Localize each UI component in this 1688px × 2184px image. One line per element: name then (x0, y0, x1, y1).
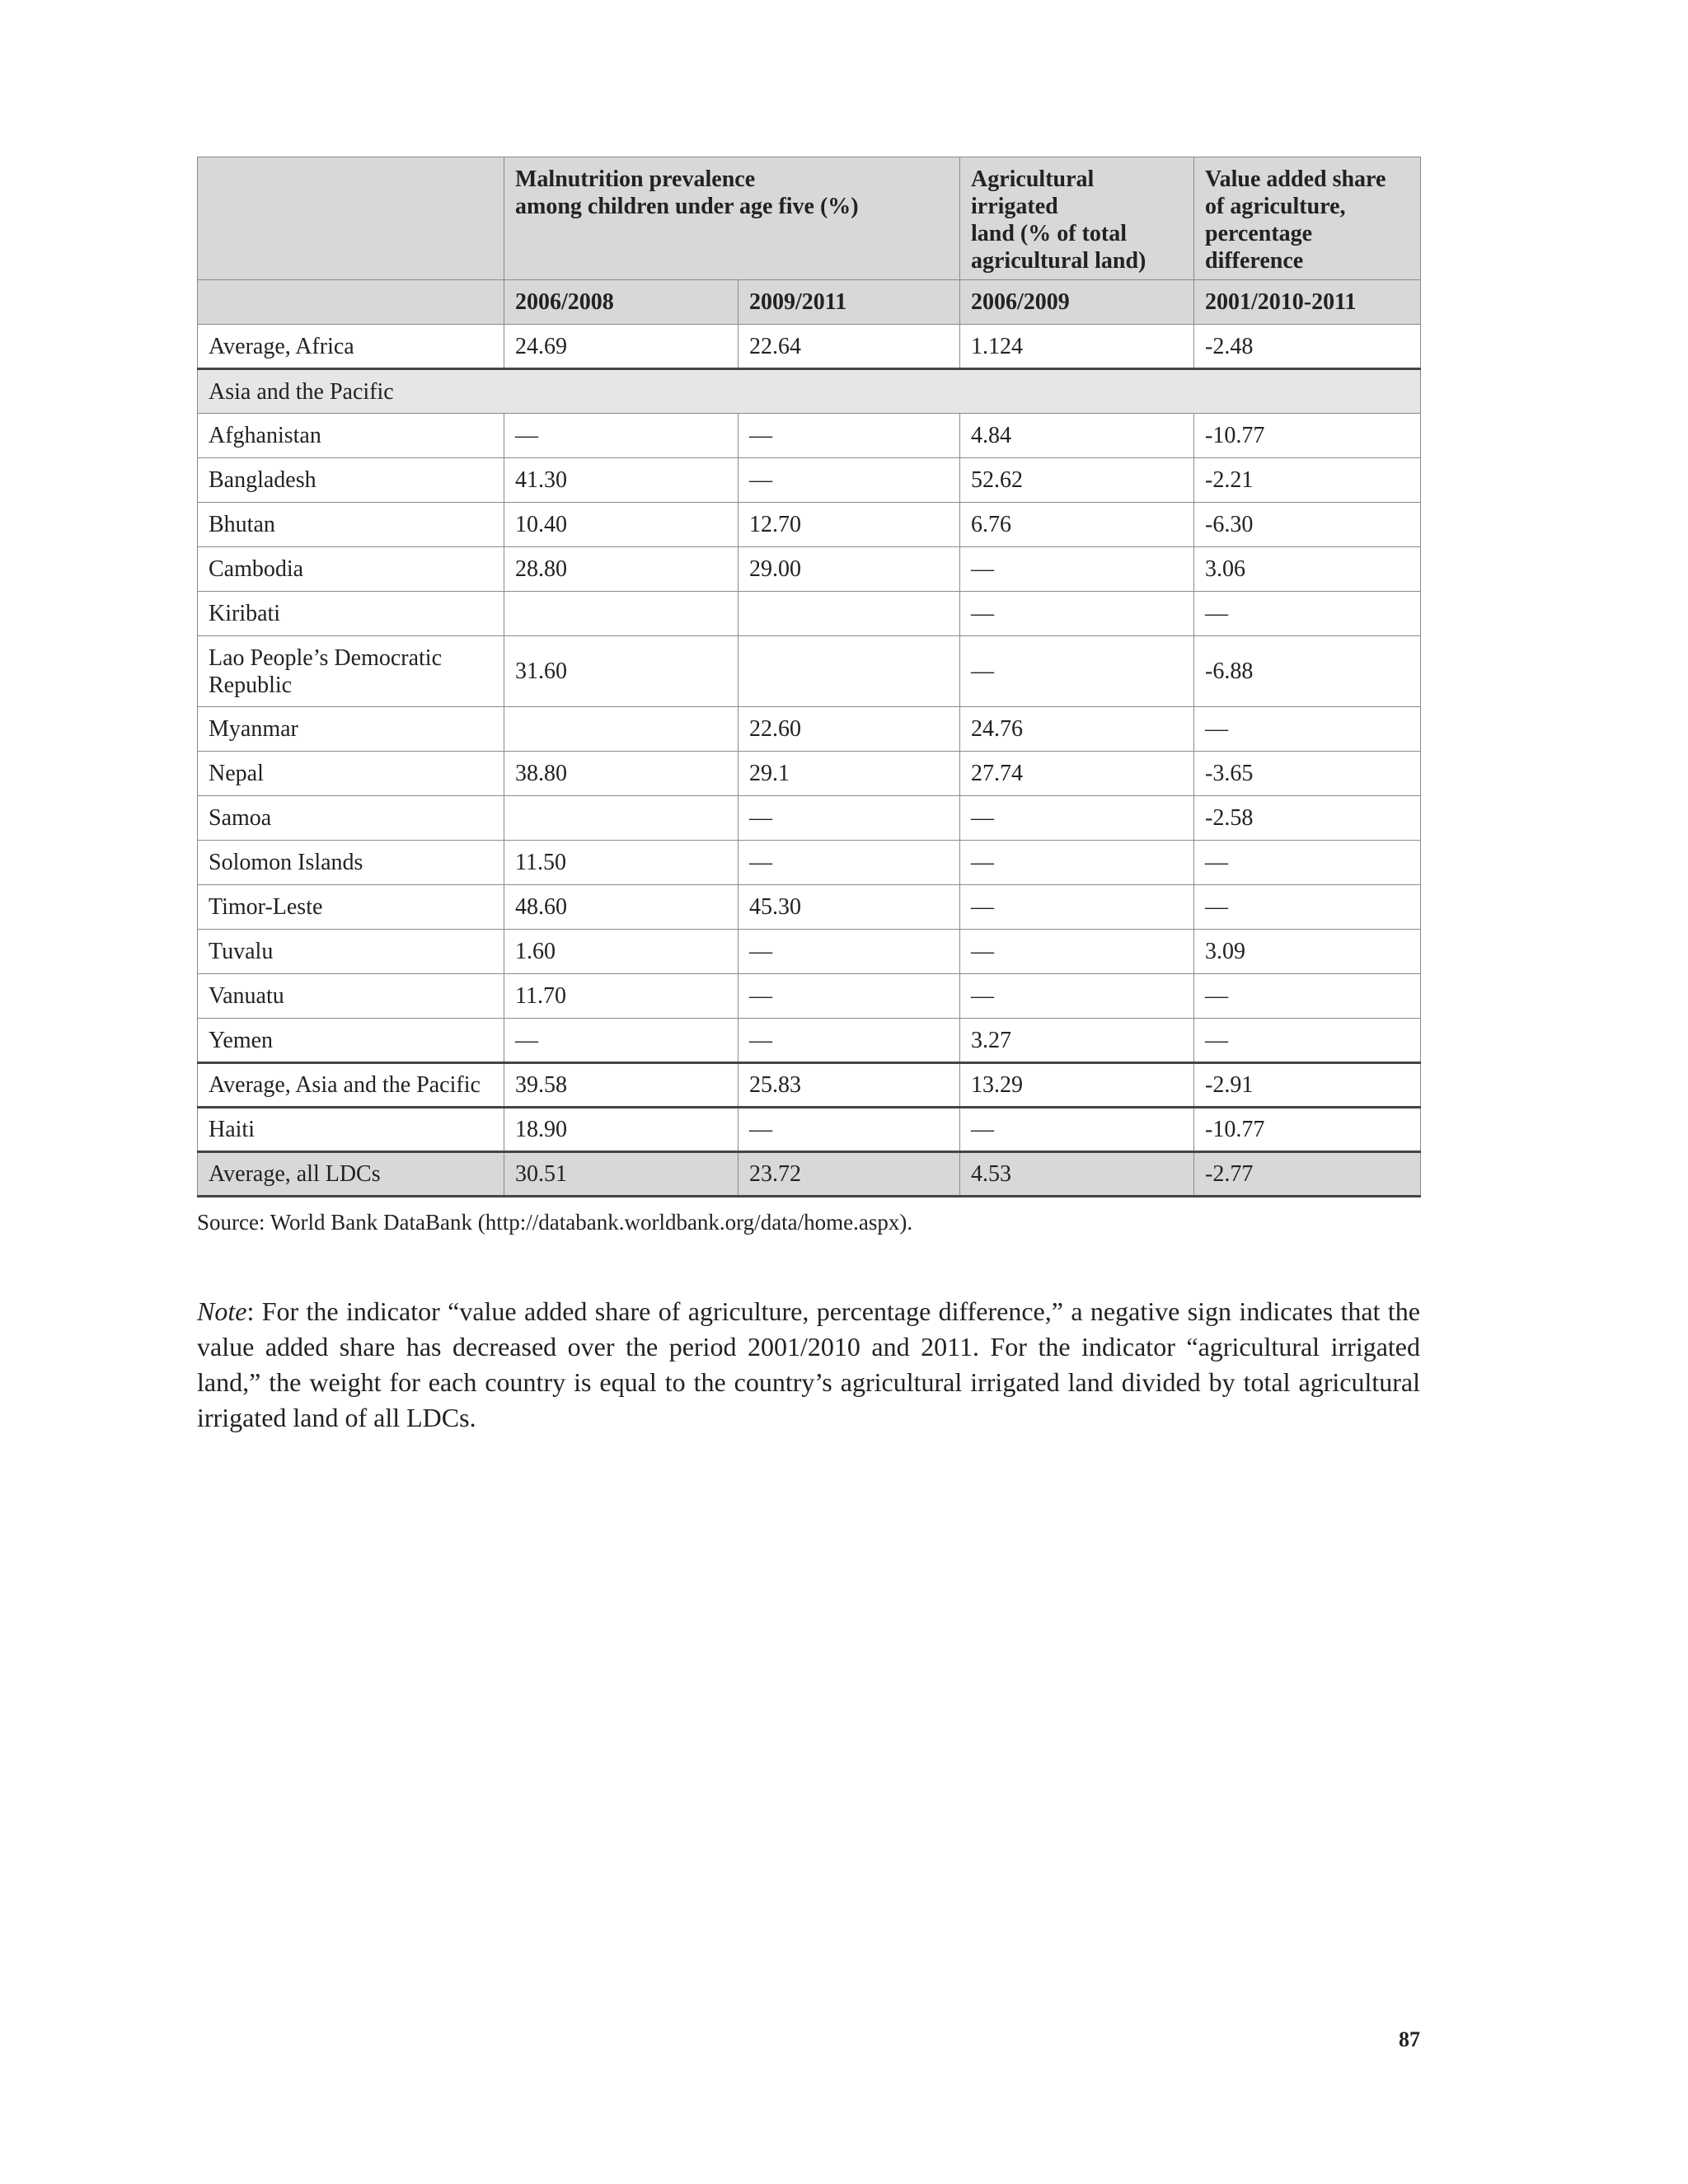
table-cell: — (738, 458, 960, 503)
table-cell: — (738, 841, 960, 885)
table-row-average-all-ldcs (198, 1152, 1421, 1197)
table-cell: — (960, 974, 1194, 1019)
table-cell: 28.80 (504, 547, 738, 592)
subheader-cell: 2006/2009 (960, 280, 1194, 325)
table-cell: -10.77 (1194, 1108, 1421, 1152)
table-cell: — (738, 930, 960, 974)
table-cell: — (504, 414, 738, 458)
table-cell (504, 592, 738, 636)
table-cell: 52.62 (960, 458, 1194, 503)
table-row (198, 458, 1421, 503)
table-cell: — (1194, 1019, 1421, 1063)
table-cell: 18.90 (504, 1108, 738, 1152)
row-label: Vanuatu (198, 974, 504, 1019)
table-cell: 24.69 (504, 325, 738, 369)
table-cell: 29.1 (738, 752, 960, 796)
row-label: Afghanistan (198, 414, 504, 458)
table-cell: 24.76 (960, 707, 1194, 752)
table-row (198, 974, 1421, 1019)
header-irrigated-land: Agricultural irrigated land (% of total agricultural land) (960, 157, 1194, 280)
table-row (198, 1019, 1421, 1063)
table-cell: 11.70 (504, 974, 738, 1019)
table-row (198, 414, 1421, 458)
table-row (198, 636, 1421, 707)
table-cell: 48.60 (504, 885, 738, 930)
row-label: Bangladesh (198, 458, 504, 503)
table-cell: 31.60 (504, 636, 738, 707)
table-cell (738, 636, 960, 707)
subheader-corner-cell (198, 280, 504, 325)
table-cell: 4.84 (960, 414, 1194, 458)
table-row-average-africa (198, 325, 1421, 369)
table-cell: — (960, 841, 1194, 885)
table-cell: -6.88 (1194, 636, 1421, 707)
table-cell: 25.83 (738, 1063, 960, 1108)
row-label: Average, all LDCs (198, 1152, 504, 1197)
table-cell: 12.70 (738, 503, 960, 547)
table-cell: — (960, 885, 1194, 930)
data-table (197, 157, 1421, 1197)
table-cell: — (1194, 841, 1421, 885)
row-label: Kiribati (198, 592, 504, 636)
table-cell: 30.51 (504, 1152, 738, 1197)
table-cell: 6.76 (960, 503, 1194, 547)
row-label: Lao People’s Democratic Republic (198, 636, 504, 707)
table-cell: — (1194, 974, 1421, 1019)
table-cell: — (1194, 885, 1421, 930)
table-cell: 3.09 (1194, 930, 1421, 974)
row-label: Tuvalu (198, 930, 504, 974)
header-malnutrition: Malnutrition prevalence among children under age five (%) (504, 157, 960, 280)
table-cell: -2.91 (1194, 1063, 1421, 1108)
table-cell: — (960, 1108, 1194, 1152)
table-cell: 10.40 (504, 503, 738, 547)
row-label: Myanmar (198, 707, 504, 752)
table-cell: 4.53 (960, 1152, 1194, 1197)
table-cell: 39.58 (504, 1063, 738, 1108)
table-cell: -2.21 (1194, 458, 1421, 503)
table-cell (738, 592, 960, 636)
note-text: : For the indicator “value added share of agriculture, percentage difference,” a negative sign indicates that the value added share has decreased over the period 2001/2010 and 2011. For the indicator “agricultural irrigated land,” the weight for each country is equal to the country’s agricultural irrigated land divided by total agricultural irrigated land of all LDCs. (197, 1296, 1420, 1432)
table-cell: — (738, 796, 960, 841)
table-cell: — (960, 636, 1194, 707)
table-row-haiti (198, 1108, 1421, 1152)
row-label: Samoa (198, 796, 504, 841)
row-label: Yemen (198, 1019, 504, 1063)
table-row (198, 503, 1421, 547)
table-cell: 23.72 (738, 1152, 960, 1197)
table-cell: 41.30 (504, 458, 738, 503)
table-cell: 29.00 (738, 547, 960, 592)
table-cell: -6.30 (1194, 503, 1421, 547)
row-label: Average, Asia and the Pacific (198, 1063, 504, 1108)
table-row-average-asia-pacific (198, 1063, 1421, 1108)
table-cell: — (960, 592, 1194, 636)
subheader-cell: 2001/2010-2011 (1194, 280, 1421, 325)
table-row (198, 930, 1421, 974)
table-cell: 13.29 (960, 1063, 1194, 1108)
note-label: Note (197, 1296, 247, 1326)
table-cell: -10.77 (1194, 414, 1421, 458)
row-label: Solomon Islands (198, 841, 504, 885)
row-label: Timor-Leste (198, 885, 504, 930)
section-row-asia-pacific (198, 369, 1421, 414)
table-cell (504, 796, 738, 841)
note-paragraph (197, 1294, 1420, 1436)
table-cell: -3.65 (1194, 752, 1421, 796)
table-cell: 1.60 (504, 930, 738, 974)
row-label: Nepal (198, 752, 504, 796)
row-label: Bhutan (198, 503, 504, 547)
table-row (198, 752, 1421, 796)
table-cell: — (738, 1019, 960, 1063)
header-value-added: Value added share of agriculture, percentage difference (1194, 157, 1421, 280)
table-row (198, 841, 1421, 885)
table-cell: — (960, 796, 1194, 841)
section-heading: Asia and the Pacific (198, 369, 1421, 414)
row-label: Cambodia (198, 547, 504, 592)
table-cell: — (960, 547, 1194, 592)
table-cell: 3.06 (1194, 547, 1421, 592)
subheader-row (198, 280, 1421, 325)
table-cell: — (504, 1019, 738, 1063)
table-row (198, 707, 1421, 752)
table-cell: 1.124 (960, 325, 1194, 369)
page-number: 87 (1399, 2027, 1420, 2051)
table-cell: 45.30 (738, 885, 960, 930)
table-cell: 22.64 (738, 325, 960, 369)
table-cell: — (738, 974, 960, 1019)
table-row (198, 547, 1421, 592)
subheader-cell: 2009/2011 (738, 280, 960, 325)
table-cell: -2.48 (1194, 325, 1421, 369)
table-cell: 22.60 (738, 707, 960, 752)
table-cell (504, 707, 738, 752)
table-cell: — (738, 1108, 960, 1152)
table-cell: 27.74 (960, 752, 1194, 796)
source-note: Source: World Bank DataBank (http://databank.worldbank.org/data/home.aspx). (197, 1210, 913, 1235)
table-cell: -2.77 (1194, 1152, 1421, 1197)
table-cell: — (960, 930, 1194, 974)
header-row (198, 157, 1421, 280)
table-cell: 11.50 (504, 841, 738, 885)
table-row (198, 796, 1421, 841)
table-cell: 3.27 (960, 1019, 1194, 1063)
row-label: Average, Africa (198, 325, 504, 369)
subheader-cell: 2006/2008 (504, 280, 738, 325)
table-cell: — (738, 414, 960, 458)
table-cell: — (1194, 707, 1421, 752)
table-cell: 38.80 (504, 752, 738, 796)
table-row (198, 885, 1421, 930)
header-corner-cell (198, 157, 504, 280)
table-cell: — (1194, 592, 1421, 636)
table-row (198, 592, 1421, 636)
row-label: Haiti (198, 1108, 504, 1152)
table-cell: -2.58 (1194, 796, 1421, 841)
